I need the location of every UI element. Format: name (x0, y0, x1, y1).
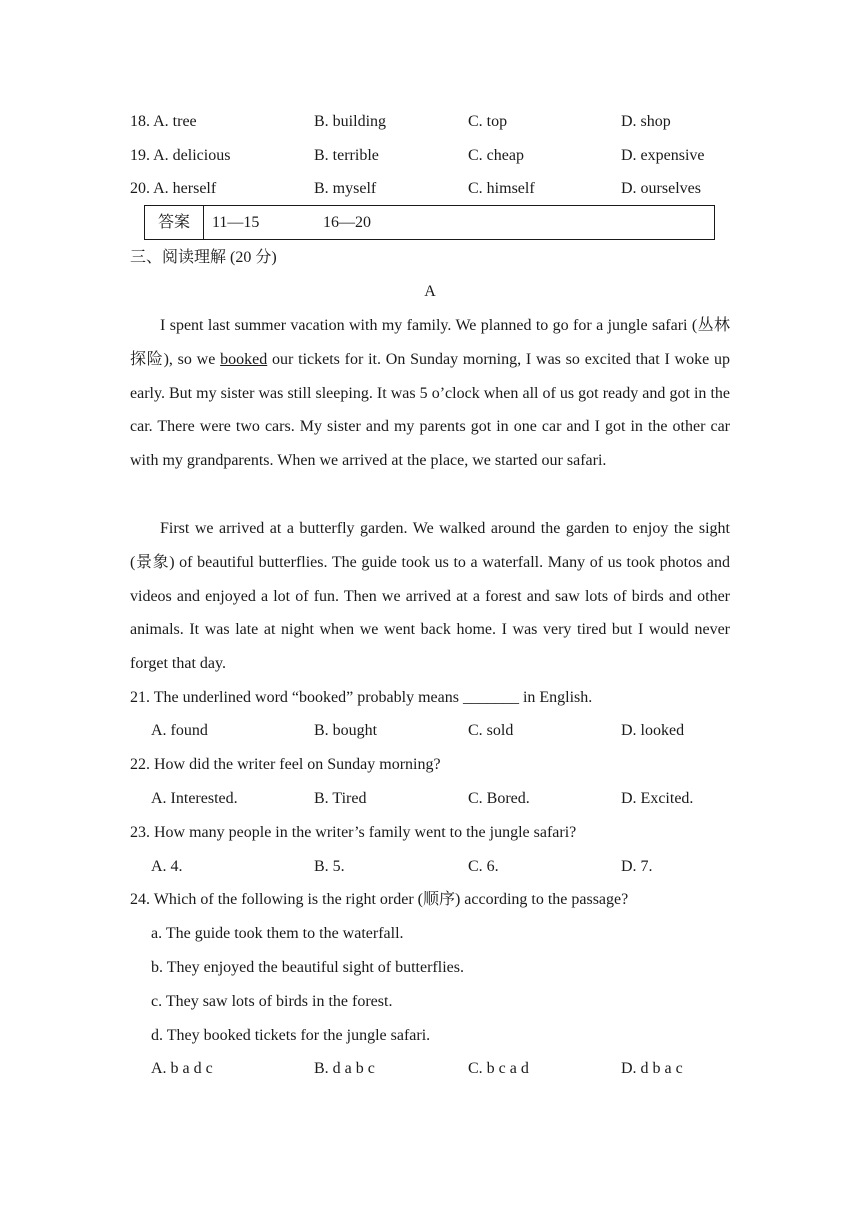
mc-row-19 (0, 139, 860, 173)
option-a: 20. A. herself (130, 180, 217, 197)
passage-label: A (424, 283, 436, 300)
section-title: 三、阅读理解 (20 分) (130, 249, 277, 266)
q22-options (0, 782, 860, 816)
answer-range-16-20[interactable]: 16—20 (323, 214, 371, 231)
option-d[interactable]: D. 7. (621, 858, 653, 875)
option-b[interactable]: B. d a b c (314, 1060, 375, 1077)
option-b[interactable]: B. 5. (314, 858, 345, 875)
option-c[interactable]: C. b c a d (468, 1060, 529, 1077)
mc-row-18 (0, 105, 860, 139)
question-21: 21. The underlined word “booked” probably means _______ in English. (130, 689, 593, 706)
question-22: 22. How did the writer feel on Sunday morning? (130, 756, 441, 773)
option-d: D. expensive (621, 147, 705, 164)
option-c: C. cheap (468, 147, 524, 164)
option-b: B. myself (314, 180, 377, 197)
option-b[interactable]: B. bought (314, 722, 378, 739)
passage-paragraph-1 (130, 309, 730, 478)
option-a[interactable]: A. Interested. (151, 790, 238, 807)
option-b[interactable]: B. Tired (314, 790, 367, 807)
option-a[interactable]: A. found (151, 722, 208, 739)
underlined-word: booked (220, 350, 268, 368)
q24-item-d: d. They booked tickets for the jungle safari. (151, 1027, 431, 1044)
option-d[interactable]: D. looked (621, 722, 685, 739)
option-c[interactable]: C. sold (468, 722, 514, 739)
option-d[interactable]: D. d b a c (621, 1060, 683, 1077)
question-24: 24. Which of the following is the right order (顺序) according to the passage? (130, 891, 629, 908)
para2-text: First we arrived at a butterfly garden. We walked around the garden to enjoy the sight (景象) of beautiful butterflies. The guide took us to a waterfall. Many of us took photos and videos and enjoyed a lot of fun. Then we arrived at a forest and saw lots of birds and other animals. It was late at night when we went back home. I was very tired but I would never forget that day. (130, 520, 730, 673)
option-c: C. himself (468, 180, 535, 197)
answer-table (144, 205, 715, 240)
q24-options (0, 1052, 860, 1086)
option-b: B. terrible (314, 147, 379, 164)
option-d: D. shop (621, 113, 671, 130)
option-c: C. top (468, 113, 508, 130)
option-c[interactable]: C. 6. (468, 858, 499, 875)
passage-paragraph-2 (130, 512, 730, 681)
mc-row-20 (0, 172, 860, 206)
q24-item-c: c. They saw lots of birds in the forest. (151, 993, 393, 1010)
option-b: B. building (314, 113, 387, 130)
q24-item-b: b. They enjoyed the beautiful sight of butterflies. (151, 959, 464, 976)
q24-item-a: a. The guide took them to the waterfall. (151, 925, 404, 942)
q21-options (0, 714, 860, 748)
option-c[interactable]: C. Bored. (468, 790, 530, 807)
para1-text-after: our tickets for it. On Sunday morning, I was so excited that I woke up early. But my sister was still sleeping. It was 5 o’clock when all of us got ready and got in the car. There were two cars. My sister and my parents got in one car and I got in the other car with my grandparents. When we arrived at the place, we started our safari. (130, 350, 730, 470)
option-a[interactable]: A. 4. (151, 858, 183, 875)
option-a: 19. A. delicious (130, 147, 231, 164)
answer-range-11-15[interactable]: 11—15 (212, 214, 260, 231)
option-a[interactable]: A. b a d c (151, 1060, 213, 1077)
question-23: 23. How many people in the writer’s family went to the jungle safari? (130, 824, 577, 841)
q23-options (0, 850, 860, 884)
answer-label: 答案 (145, 206, 204, 239)
option-d: D. ourselves (621, 180, 701, 197)
para1-text-before: I spent last summer vacation with my family. We planned to go for a jungle safari (丛林探险), so we (130, 317, 730, 368)
option-a: 18. A. tree (130, 113, 197, 130)
option-d[interactable]: D. Excited. (621, 790, 694, 807)
